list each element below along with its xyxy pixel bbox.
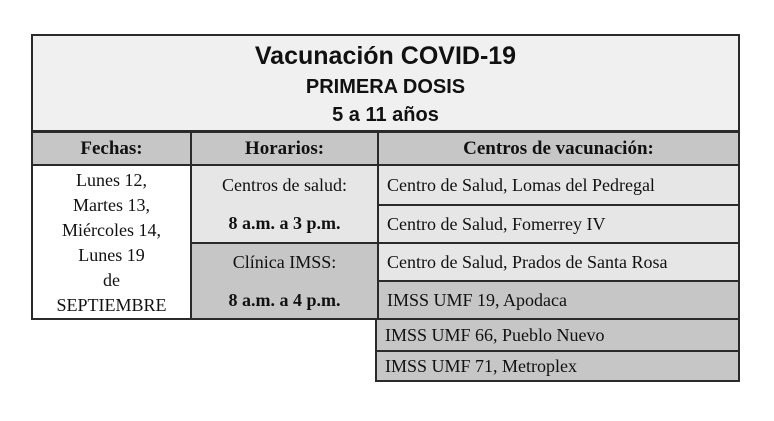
schedule-place-health-centers: Centros de salud: xyxy=(222,175,347,195)
dates-cell xyxy=(33,166,190,318)
center-row-1: Centro de Salud, Lomas del Pedregal xyxy=(377,166,738,204)
schedule-hours-health-centers: 8 a.m. a 3 p.m. xyxy=(228,213,341,233)
column-header-dates: Fechas: xyxy=(80,137,143,159)
date-line-3: Miércoles 14, xyxy=(62,219,161,240)
schedule-body xyxy=(31,164,740,320)
center-row-5: IMSS UMF 66, Pueblo Nuevo xyxy=(377,320,738,350)
table-header xyxy=(31,34,740,132)
date-line-4: Lunes 19 xyxy=(78,244,145,265)
center-row-2: Centro de Salud, Fomerrey IV xyxy=(377,204,738,242)
column-header-centers: Centros de vacunación: xyxy=(377,133,738,164)
age-range: 5 a 11 años xyxy=(332,103,439,126)
schedule-place-imss: Clínica IMSS: xyxy=(232,252,337,272)
date-line-6: SEPTIEMBRE xyxy=(56,294,167,315)
date-line-5: de xyxy=(103,269,120,290)
column-header-hours: Horarios: xyxy=(190,133,377,164)
date-line-1: Lunes 12, xyxy=(76,169,147,190)
date-line-2: Martes 13, xyxy=(73,194,150,215)
center-row-6: IMSS UMF 71, Metroplex xyxy=(377,350,738,380)
page-title: Vacunación COVID-19 xyxy=(254,41,517,70)
center-row-4: IMSS UMF 19, Apodaca xyxy=(377,280,738,318)
center-row-3: Centro de Salud, Prados de Santa Rosa xyxy=(377,242,738,280)
schedule-health-centers xyxy=(190,166,377,242)
schedule-hours-imss: 8 a.m. a 4 p.m. xyxy=(228,290,341,310)
schedule-imss-clinic xyxy=(190,242,377,318)
column-header-row xyxy=(31,131,740,166)
dose-label: PRIMERA DOSIS xyxy=(305,75,466,98)
center-rows-extra xyxy=(375,318,740,382)
